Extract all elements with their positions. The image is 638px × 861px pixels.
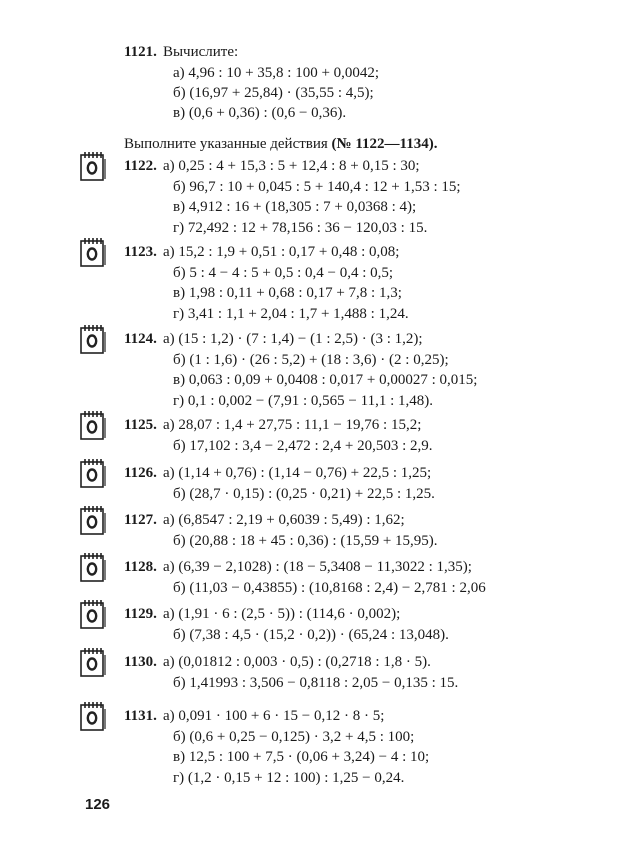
oral-exercise-notepad-icon bbox=[79, 151, 107, 181]
problem-item: в) 12,5 : 100 + 7,5 · (0,06 + 3,24) − 4 : 10; bbox=[173, 749, 430, 766]
problem-item bbox=[124, 605, 400, 624]
problem-item-text: а) 0,25 : 4 + 15,3 : 5 + 12,4 : 8 + 0,15 : 30; bbox=[162, 158, 420, 174]
section-heading-text: Выполните указанные действия bbox=[124, 136, 332, 152]
problem-item bbox=[124, 653, 431, 672]
problem-item: б) (20,88 : 18 + 45 : 0,36) : (15,59 + 15,95). bbox=[173, 532, 438, 549]
problem-1121-title bbox=[124, 43, 238, 62]
problem-number: 1126. bbox=[124, 465, 157, 481]
problem-item: б) 96,7 : 10 + 0,045 : 5 + 140,4 : 12 + 1,53 : 15; bbox=[173, 178, 461, 195]
page-number: 126 bbox=[85, 796, 111, 813]
problem-number: 1129. bbox=[124, 606, 157, 622]
problem-item-text: а) 28,07 : 1,4 + 27,75 : 11,1 − 19,76 : 15,2; bbox=[162, 417, 422, 433]
problem-item bbox=[124, 558, 472, 577]
oral-exercise-notepad-icon bbox=[79, 599, 107, 629]
oral-exercise-notepad-icon bbox=[79, 647, 107, 677]
problem-item: в) 0,063 : 0,09 + 0,0408 : 0,017 + 0,00027 : 0,015; bbox=[173, 372, 478, 389]
section-heading bbox=[124, 135, 437, 154]
problem-item: г) 72,492 : 12 + 78,156 : 36 − 120,03 : 15. bbox=[173, 219, 428, 236]
problem-number: 1121. bbox=[124, 44, 157, 60]
section-heading-range: (№ 1122—1134). bbox=[331, 136, 438, 152]
problem-number: 1125. bbox=[124, 417, 157, 433]
problem-number: 1130. bbox=[124, 654, 157, 670]
problem-number: 1123. bbox=[124, 244, 157, 260]
problem-item bbox=[124, 707, 384, 726]
problem-item bbox=[124, 464, 431, 483]
problem-item: б) (11,03 − 0,43855) : (10,8168 : 2,4) − 2,781 : 2,06 bbox=[173, 579, 486, 596]
problem-item: б) (1 : 1,6) · (26 : 5,2) + (18 : 3,6) · (2 : 0,25); bbox=[173, 351, 449, 368]
oral-exercise-notepad-icon bbox=[79, 552, 107, 582]
problem-item: б) (0,6 + 0,25 − 0,125) · 3,2 + 4,5 : 100; bbox=[173, 728, 415, 745]
problem-number: 1122. bbox=[124, 158, 157, 174]
problem-item: б) 17,102 : 3,4 − 2,472 : 2,4 + 20,503 : 2,9. bbox=[173, 437, 433, 454]
problem-item: б) 5 : 4 − 4 : 5 + 0,5 : 0,4 − 0,4 : 0,5; bbox=[173, 264, 394, 281]
problem-item-text: а) (1,91 · 6 : (2,5 · 5)) : (114,6 · 0,002); bbox=[162, 606, 401, 622]
oral-exercise-notepad-icon bbox=[79, 458, 107, 488]
problem-item: г) 0,1 : 0,002 − (7,91 : 0,565 − 11,1 : 1,48). bbox=[173, 392, 434, 409]
problem-item-text: а) (6,39 − 2,1028) : (18 − 5,3408 − 11,3022 : 1,35); bbox=[162, 559, 472, 575]
problem-item bbox=[124, 157, 420, 176]
problem-1121-item: б) (16,97 + 25,84) · (35,55 : 4,5); bbox=[173, 85, 374, 101]
problem-item: б) 1,41993 : 3,506 − 0,8118 : 2,05 − 0,135 : 15. bbox=[173, 674, 459, 691]
problem-1121-item: а) 4,96 : 10 + 35,8 : 100 + 0,0042; bbox=[173, 65, 380, 81]
problem-item: в) 1,98 : 0,11 + 0,68 : 0,17 + 7,8 : 1,3; bbox=[173, 285, 402, 302]
problem-number: 1124. bbox=[124, 331, 157, 347]
problem-item: г) (1,2 · 0,15 + 12 : 100) : 1,25 − 0,24. bbox=[173, 769, 405, 786]
problem-item-text: а) (6,8547 : 2,19 + 0,6039 : 5,49) : 1,62; bbox=[162, 512, 405, 528]
problem-item bbox=[124, 243, 399, 262]
problem-item-text: а) (15 : 1,2) · (7 : 1,4) − (1 : 2,5) · (3 : 1,2); bbox=[162, 331, 423, 347]
problem-instruction: Вычислите: bbox=[162, 44, 239, 60]
problem-item-text: а) (0,01812 : 0,003 · 0,5) : (0,2718 : 1,8 · 5). bbox=[162, 654, 431, 670]
problem-item-text: а) (1,14 + 0,76) : (1,14 − 0,76) + 22,5 : 1,25; bbox=[162, 465, 432, 481]
problem-item: б) (7,38 : 4,5 · (15,2 · 0,2)) · (65,24 : 13,048). bbox=[173, 626, 449, 643]
problem-1121-item: в) (0,6 + 0,36) : (0,6 − 0,36). bbox=[173, 105, 347, 121]
problem-item: г) 3,41 : 1,1 + 2,04 : 1,7 + 1,488 : 1,24. bbox=[173, 305, 409, 322]
oral-exercise-notepad-icon bbox=[79, 701, 107, 731]
problem-item bbox=[124, 416, 421, 435]
problem-item bbox=[124, 330, 423, 349]
oral-exercise-notepad-icon bbox=[79, 324, 107, 354]
oral-exercise-notepad-icon bbox=[79, 410, 107, 440]
problem-item-text: а) 15,2 : 1,9 + 0,51 : 0,17 + 0,48 : 0,08; bbox=[162, 244, 400, 260]
problem-number: 1128. bbox=[124, 559, 157, 575]
problem-number: 1131. bbox=[124, 708, 157, 724]
problem-number: 1127. bbox=[124, 512, 157, 528]
problem-item: б) (28,7 · 0,15) : (0,25 · 0,21) + 22,5 : 1,25. bbox=[173, 485, 435, 502]
oral-exercise-notepad-icon bbox=[79, 237, 107, 267]
problem-item-text: а) 0,091 · 100 + 6 · 15 − 0,12 · 8 · 5; bbox=[162, 708, 385, 724]
oral-exercise-notepad-icon bbox=[79, 505, 107, 535]
problem-item: в) 4,912 : 16 + (18,305 : 7 + 0,0368 : 4); bbox=[173, 199, 417, 216]
problem-item bbox=[124, 511, 405, 530]
